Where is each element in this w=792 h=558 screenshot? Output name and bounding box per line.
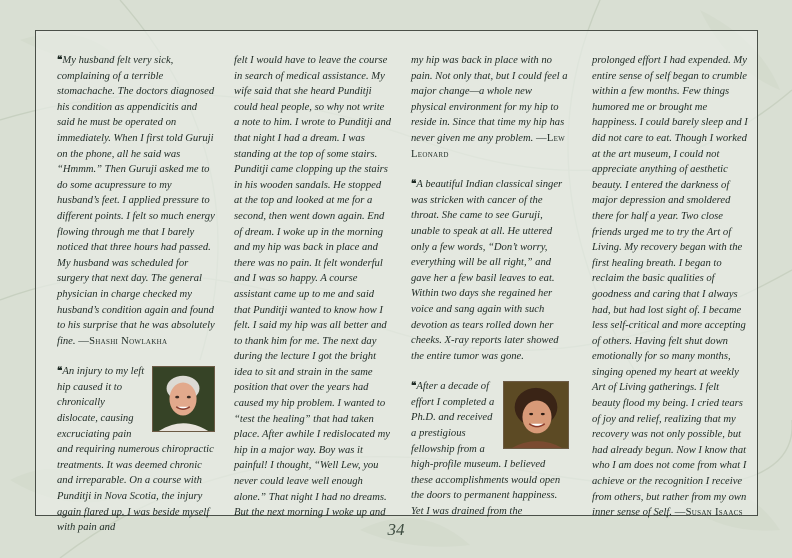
testimonial-shashi <box>57 53 215 349</box>
testimonial-susan-continued <box>592 53 750 521</box>
testimonial-text: my hip was back in place with no pain. Not only that, but I could feel a major change—a whole new physical environment for my hip to reside in. Since that time my hip has never given me any problem. <box>411 55 568 144</box>
testimonial-singer <box>411 177 569 364</box>
quote-mark-icon: ❝ <box>411 381 416 393</box>
testimonial-text: After a decade of effort I completed a Ph.D. and received a prestigious fellowship from a high-profile museum. I believed these accomplishments would open the doors to permanent happiness. Yet I was drained from the <box>411 381 561 518</box>
page-number: 34 <box>387 520 405 539</box>
testimonial-susan-start <box>411 379 569 519</box>
byline: —Lew Leonard <box>411 132 566 160</box>
quote-mark-icon: ❝ <box>411 179 416 191</box>
column-2 <box>234 53 392 521</box>
testimonial-text: An injury to my left hip caused it to chronically dislocate, causing excruciating pain and requiring numerous chiropractic treatments. It was deemed chronic and irreparable. On a course with Punditji in Nova Scotia, the injury again flared up. I was beside myself with pain and <box>57 366 214 534</box>
testimonial-text: A beautiful Indian classical singer was stricken with cancer of the throat. She came to see Guruji, unable to speak at all. He uttered only a few words, “Don’t worry, everything will be all right,” and gave her a few basil leaves to eat. Within two days she regained her voice and sang again with such devotion as tears rolled down her cheeks. X-ray reports later showed the entire tumor was gone. <box>411 179 563 362</box>
byline: —Susan Isaacs <box>674 507 743 519</box>
quote-mark-icon: ❝ <box>57 55 62 66</box>
testimonial-lew-continued: felt I would have to leave the course in search of medical assistance. My wife said that she heard Punditji could heal people, so why not write a note to him. I wrote to Punditji and that night I had a dream. I was standing at the top of some stairs. Punditji came clopping up the stairs in his wooden sandals. He stopped at the top and looked at me for a second, then went down again. End of dream. I woke up in the morning and my hip was back in place and there was no pain. It felt wonderful and I was so happy. A course assistant came up to me and said that Punditji wanted to know how I felt. I said my hip was all better and to thank him for me. The next day during the lecture I got the bright idea to sit and strain in the same position that over the years had caused my hip problem. I wanted to “test the healing” that had taken place. After awhile I redislocated my hip in a major way. Boy was it painful! I thought, “Well Lew, you never could leave well enough alone.” That night I had no dreams. But the next morning I woke up and <box>234 55 392 519</box>
testimonial-text: My husband felt very sick, complaining of a terrible stomachache. The doctors diagnosed his condition as appendicitis and said he must be operated on immediately. When I first told Guruji on the phone, all he said was “Hmmm.” Then Guruji asked me to do some acupressure to my husband’s feet. I applied pressure to different points. I felt so much energy flowing through me that I barely noticed that three hours had passed. My husband was scheduled for surgery that next day. The general physician in charge checked my husband’s condition again and found to his surprise that he was absolutely fine. <box>57 55 215 347</box>
column-3 <box>411 53 569 520</box>
byline: —Shashi Nowlakha <box>78 335 168 347</box>
column-1 <box>57 53 215 536</box>
testimonial-text: prolonged effort I had expended. My entire sense of self began to crumble within a few months. Few things humored me or brought me happiness. I could barely sleep and I did not care to eat. Though I worked at the art museum, I could not appreciate anything of aesthetic beauty. I entered the darkness of major depression and smoldered there for half a year. Two close friends urged me to try the Art of Living. My recovery began with the first healing breath. I began to reclaim the basic qualities of goodness and caring that I always had, but had lost sight of. I became less self-critical and more accepting of others. Having felt shut down emotionally for so many months, singing opened my heart at weekly Art of Living gatherings. I felt beauty flood my being. I cried tears of joy and relief, realizing that my recovery was not only possible, but had already begun. Now I know that who I am does not come from what I achieve or the recognition I receive from others, but rather from my own inner sense of Self. <box>592 55 748 519</box>
column-4 <box>592 53 750 521</box>
testimonial-lew-start <box>57 364 215 536</box>
testimonial-lew-end <box>411 53 569 162</box>
portrait-man-photo <box>152 366 215 432</box>
portrait-woman-photo <box>503 381 569 449</box>
quote-mark-icon: ❝ <box>57 366 62 378</box>
